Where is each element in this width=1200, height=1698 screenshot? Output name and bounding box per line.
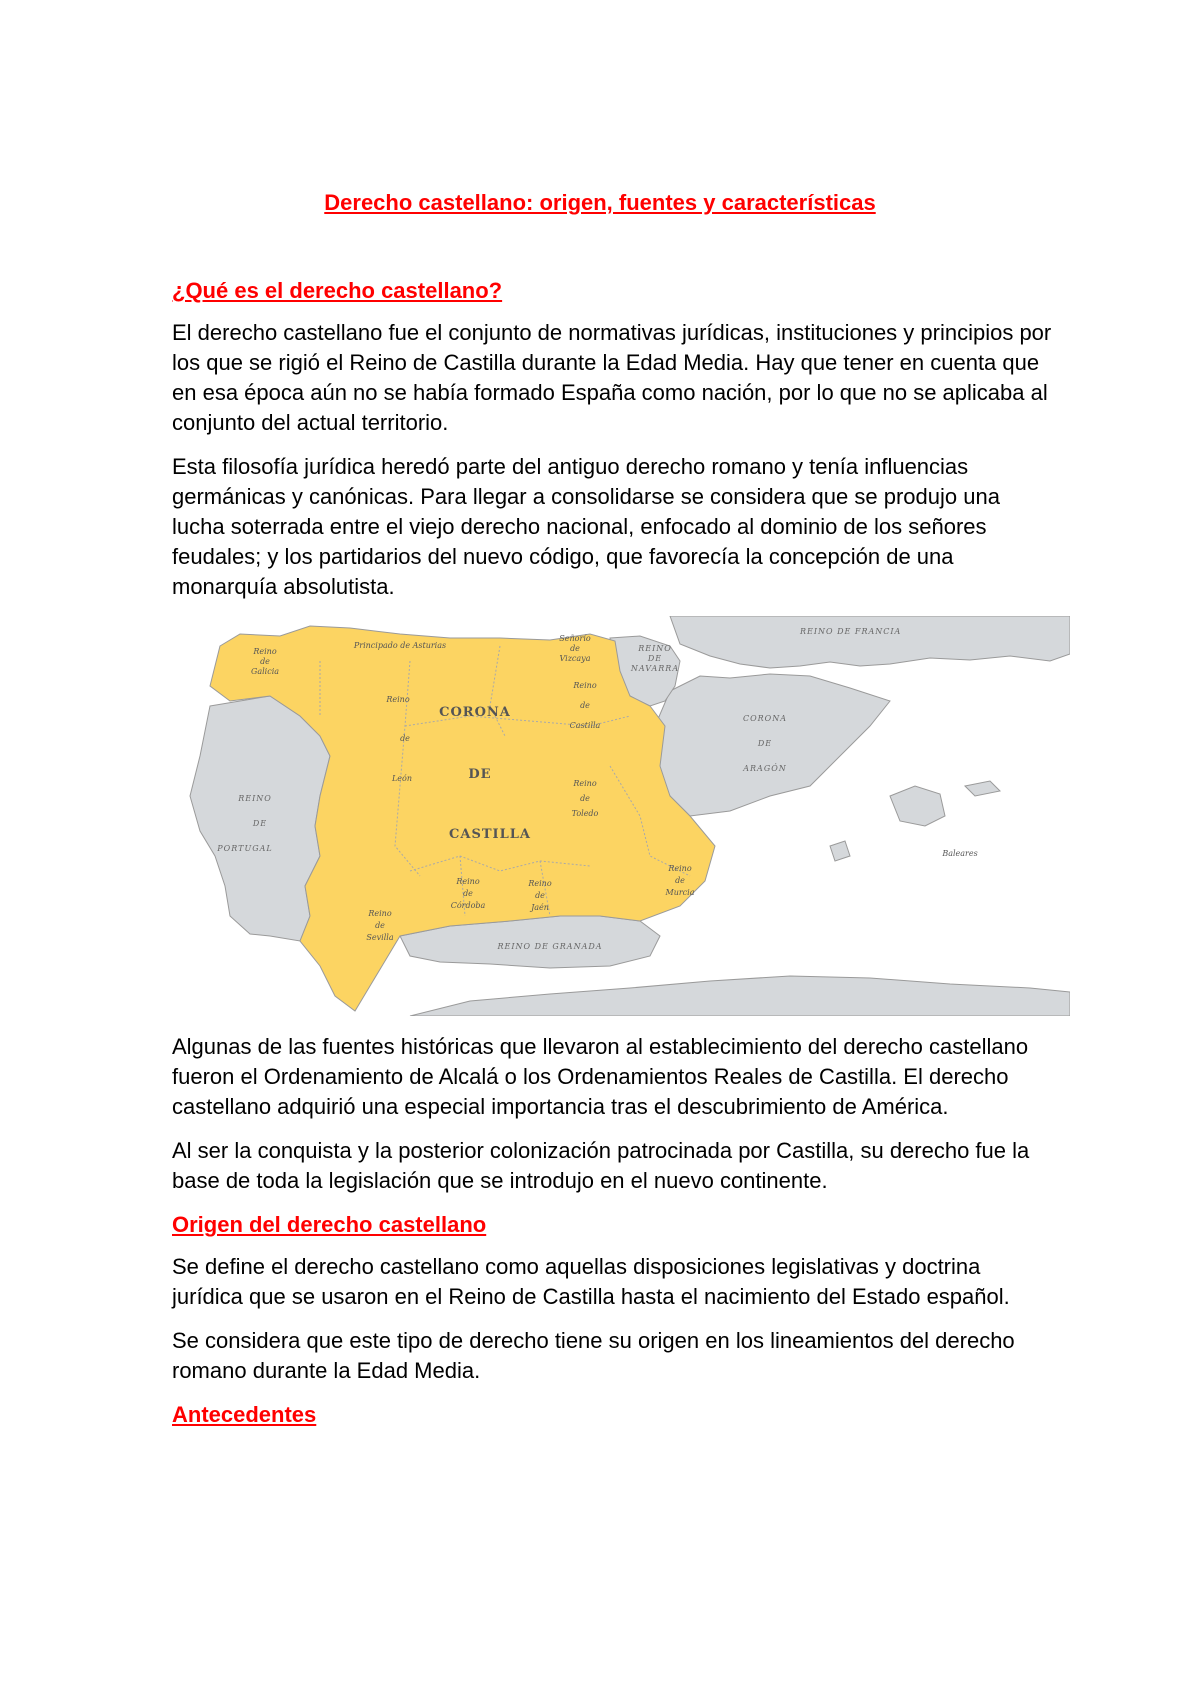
map-label-toledo-3: Toledo bbox=[571, 809, 599, 818]
map-label-portugal-3: PORTUGAL bbox=[217, 844, 273, 853]
map-label-sevilla-3: Sevilla bbox=[366, 933, 394, 942]
map-label-cordoba-1: Reino bbox=[456, 877, 480, 886]
map-label-jaen-2: de bbox=[535, 891, 545, 900]
map-label-galicia-3: Galicia bbox=[250, 667, 280, 676]
map-region-france bbox=[670, 616, 1070, 668]
map-label-navarra-1: REINO bbox=[638, 644, 672, 653]
map-label-aragon-1: CORONA bbox=[742, 714, 788, 723]
map-label-corona-castilla-2: DE bbox=[468, 767, 492, 782]
map-label-corona-castilla-1: CORONA bbox=[439, 705, 511, 720]
map-region-ibiza bbox=[830, 841, 850, 861]
document-body bbox=[172, 276, 1052, 1442]
map-label-leon-3: León bbox=[391, 774, 413, 783]
map-region-africa bbox=[410, 976, 1070, 1016]
paragraph: Algunas de las fuentes históricas que llevaron al establecimiento del derecho castellano fueron el Ordenamiento de Alcalá o los Ordenamientos Reales de Castilla. El derecho castellano adquirió una especial importancia tras el descubrimiento de América. bbox=[172, 1034, 1029, 1119]
map-label-vizcaya-3: Vizcaya bbox=[559, 654, 591, 663]
map-region-menorca bbox=[965, 781, 1000, 796]
map-label-cordoba-3: Córdoba bbox=[450, 901, 486, 910]
map-label-jaen-1: Reino bbox=[528, 879, 552, 888]
map-label-castilla-1: Reino bbox=[573, 681, 597, 690]
map-label-jaen-3: Jaén bbox=[531, 903, 549, 912]
map-label-sevilla-1: Reino bbox=[368, 909, 392, 918]
paragraph: Se considera que este tipo de derecho tiene su origen en los lineamientos del derecho romano durante la Edad Media. bbox=[172, 1328, 1015, 1383]
map-label-navarra-3: NAVARRA bbox=[630, 664, 680, 673]
map-label-castilla-3: Castilla bbox=[569, 721, 601, 730]
map-label-navarra-2: DE bbox=[647, 654, 663, 663]
map-label-aragon-2: DE bbox=[757, 739, 773, 748]
map-label-murcia-2: de bbox=[675, 876, 685, 885]
map-label-vizcaya-1: Señorío bbox=[559, 634, 591, 643]
map-label-baleares: Baleares bbox=[942, 849, 978, 858]
paragraph: Se define el derecho castellano como aquellas disposiciones legislativas y doctrina jurídica que se usaron en el Reino de Castilla hasta el nacimiento del Estado español. bbox=[172, 1254, 1010, 1309]
map-label-leon-2: de bbox=[400, 734, 410, 743]
paragraph: Al ser la conquista y la posterior colonización patrocinada por Castilla, su derecho fue la base de toda la legislación que se introdujo en el nuevo continente. bbox=[172, 1138, 1030, 1193]
map-label-cordoba-2: de bbox=[463, 889, 473, 898]
map-label-asturias: Principado de Asturias bbox=[353, 641, 447, 650]
map-label-toledo-1: Reino bbox=[573, 779, 597, 788]
map-label-reino-francia: REINO DE FRANCIA bbox=[800, 627, 902, 636]
map-label-galicia-2: de bbox=[260, 657, 270, 666]
map-label-leon-1: Reino bbox=[386, 695, 410, 704]
map-label-aragon-3: ARAGÓN bbox=[743, 764, 787, 773]
paragraph: Esta filosofía jurídica heredó parte del antiguo derecho romano y tenía influencias germánicas y canónicas. Para llegar a consolidarse se considera que se produjo una lucha soterrada entre el viejo derecho nacional, enfocado al dominio de los señores feudales; y los partidarios del nuevo código, que favorecía la concepción de una monarquía absolutista. bbox=[172, 454, 1000, 599]
map-label-toledo-2: de bbox=[580, 794, 590, 803]
map-kingdoms-iberia bbox=[170, 616, 1070, 1016]
map-label-portugal-2: DE bbox=[252, 819, 268, 828]
paragraph: El derecho castellano fue el conjunto de normativas jurídicas, instituciones y principios por los que se rigió el Reino de Castilla durante la Edad Media. Hay que tener en cuenta que en esa época aún no se había formado España como nación, por lo que no se aplicaba al conjunto del actual territorio. bbox=[172, 320, 1052, 435]
section-heading-antecedentes: Antecedentes bbox=[172, 1402, 317, 1427]
section-heading-origen: Origen del derecho castellano bbox=[172, 1212, 487, 1237]
map-label-corona-castilla-3: CASTILLA bbox=[449, 827, 531, 842]
map-label-castilla-2: de bbox=[580, 701, 590, 710]
map-region-mallorca bbox=[890, 786, 945, 826]
map-label-sevilla-2: de bbox=[375, 921, 385, 930]
map-label-granada: REINO DE GRANADA bbox=[497, 942, 603, 951]
map-label-vizcaya-2: de bbox=[570, 644, 580, 653]
map-label-portugal-1: REINO bbox=[238, 794, 272, 803]
map-label-murcia-3: Murcia bbox=[665, 888, 695, 897]
map-label-murcia-1: Reino bbox=[668, 864, 692, 873]
map-label-galicia-1: Reino bbox=[253, 647, 277, 656]
section-heading-que-es: ¿Qué es el derecho castellano? bbox=[172, 278, 503, 303]
document-title: Derecho castellano: origen, fuentes y características bbox=[324, 190, 876, 215]
